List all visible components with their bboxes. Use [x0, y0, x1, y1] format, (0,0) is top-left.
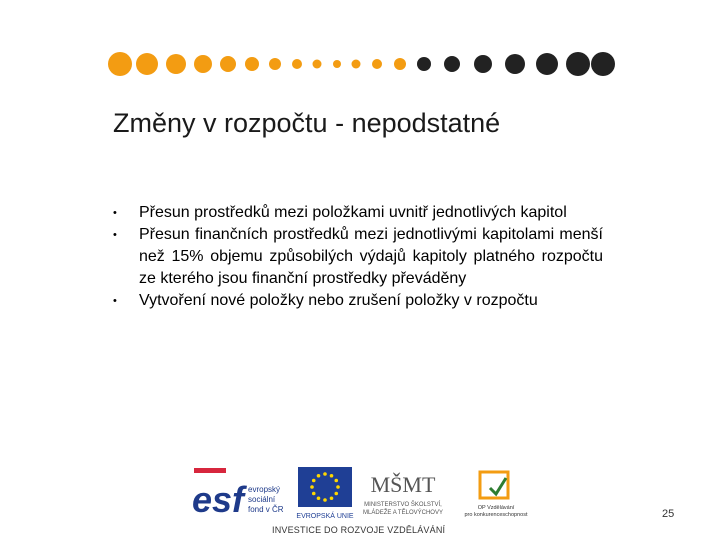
decorative-dot [417, 57, 431, 71]
bullet-item [113, 202, 603, 224]
eu-star-icon [312, 492, 316, 496]
eu-star-icon [310, 485, 314, 489]
eu-star-icon [330, 496, 334, 500]
decorative-dot [269, 58, 281, 70]
footer-slogan: INVESTICE DO ROZVOJE VZDĚLÁVÁNÍ [272, 525, 446, 535]
bullet-text: Vytvoření nové položky nebo zrušení položky v rozpočtu [139, 292, 538, 309]
decorative-dot [292, 59, 302, 69]
msmt-logo [358, 462, 448, 520]
decorative-dot [505, 54, 525, 74]
decorative-dot [372, 59, 382, 69]
msmt-line-1: MINISTERSTVO ŠKOLSTVÍ, [364, 502, 442, 508]
eu-label: EVROPSKÁ UNIE [296, 513, 354, 520]
esf-line-2: sociální [248, 495, 276, 504]
op-line-2: pro konkurenceschopnost [464, 512, 528, 518]
bullet-item [113, 290, 603, 312]
decorative-dot [108, 52, 132, 76]
esf-line-1: evropský [248, 485, 281, 494]
msmt-mark: MŠMT [370, 472, 436, 497]
decorative-dot [136, 53, 158, 75]
footer-logo-strip [190, 462, 535, 540]
decorative-dot [313, 60, 322, 69]
bullet-marker: • [113, 295, 117, 307]
bullet-list [113, 202, 603, 312]
eu-star-icon [334, 492, 338, 496]
decorative-dot [245, 57, 259, 71]
bullet-text: Přesun finančních prostředků mezi jednotlivými kapitolami menší než 15% objemu způsobilých výdajů kapitoly platného rozpočtu ze kterého jsou finanční prostředky převáděny [139, 226, 603, 287]
decorative-dot [333, 60, 341, 68]
decorative-dot [444, 56, 460, 72]
esf-logo-text: esf [192, 479, 245, 520]
eu-star-icon [317, 474, 321, 478]
decorative-dot [394, 58, 406, 70]
esf-line-3: fond v ČR [248, 505, 284, 514]
decorative-dot [566, 52, 590, 76]
slide-title: Změny v rozpočtu - nepodstatné [113, 108, 501, 138]
eu-star-icon [312, 479, 316, 483]
bullet-marker: • [113, 229, 117, 241]
eu-star-icon [334, 479, 338, 483]
decorative-dot [352, 60, 361, 69]
bullet-marker: • [113, 207, 117, 219]
decorative-dot-row [0, 0, 720, 110]
op-logo [460, 464, 535, 520]
eu-star-icon [336, 485, 340, 489]
decorative-dot [194, 55, 212, 73]
decorative-dot [220, 56, 236, 72]
decorative-dot [166, 54, 186, 74]
msmt-line-2: MLÁDEŽE A TĚLOVÝCHOVY [363, 510, 443, 516]
page-number: 25 [662, 508, 675, 520]
bullet-item [113, 224, 603, 290]
decorative-dot [474, 55, 492, 73]
decorative-dot [536, 53, 558, 75]
eu-star-icon [317, 496, 321, 500]
op-line-1: OP Vzdělávání [477, 505, 515, 511]
eu-flag-logo [294, 465, 356, 521]
eu-star-icon [323, 472, 327, 476]
decorative-dot [591, 52, 615, 76]
eu-star-icon [330, 474, 334, 478]
bullet-text: Přesun prostředků mezi položkami uvnitř jednotlivých kapitol [139, 204, 567, 221]
esf-logo [190, 462, 285, 520]
eu-star-icon [323, 498, 327, 502]
